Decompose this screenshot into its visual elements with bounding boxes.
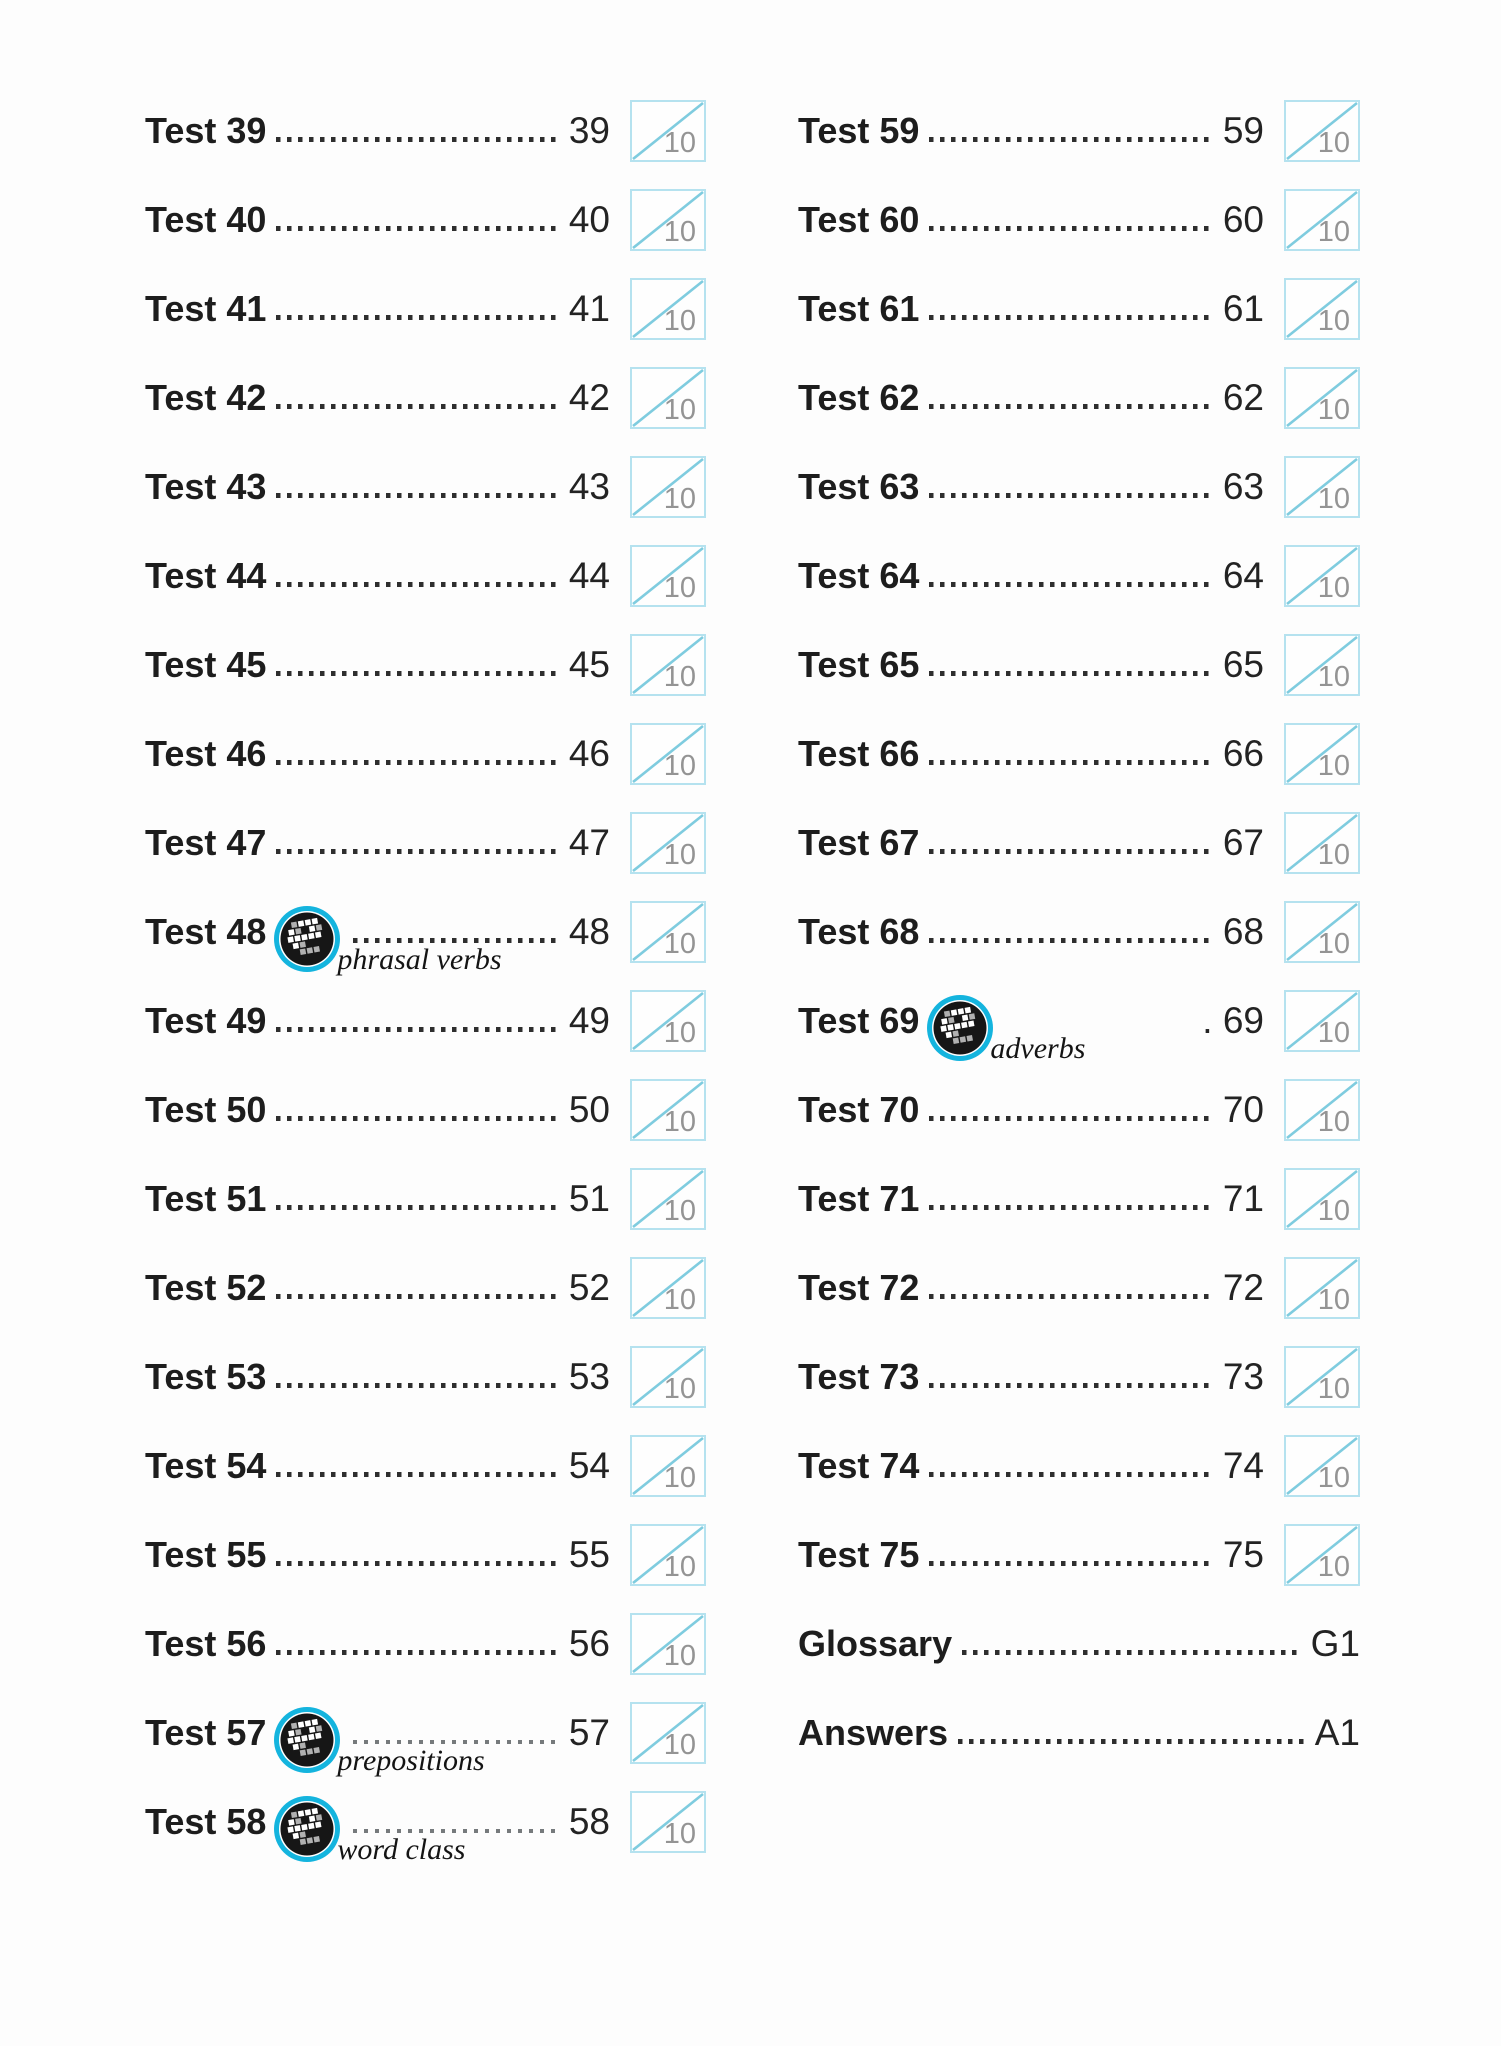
toc-row [798, 175, 1360, 264]
toc-row [145, 264, 706, 353]
score-denominator: 10 [663, 304, 696, 337]
page-number: 53 [568, 1355, 610, 1397]
test-label: Test 53 [145, 1355, 267, 1397]
crossword-circle-icon [273, 905, 502, 976]
page-number: 61 [1222, 287, 1264, 329]
dotted-leader [929, 1472, 1214, 1477]
dotted-leader [276, 1472, 560, 1477]
dotted-leader [276, 1294, 560, 1299]
score-box [630, 1079, 706, 1141]
score-denominator: 10 [1317, 1016, 1350, 1049]
crossword-circle-icon [926, 994, 1086, 1065]
test-label: Test 74 [798, 1444, 920, 1486]
test-label: Test 52 [145, 1266, 267, 1308]
page-number: 70 [1222, 1088, 1264, 1130]
score-box [1284, 901, 1360, 963]
test-label: Test 45 [145, 643, 267, 685]
score-box [630, 1168, 706, 1230]
topic-label: adverbs [990, 1031, 1086, 1065]
toc-row [145, 175, 706, 264]
page-number: 66 [1222, 732, 1264, 774]
test-label: Test 59 [798, 109, 920, 151]
dotted-leader [929, 1294, 1214, 1299]
score-denominator: 10 [1317, 660, 1350, 693]
score-denominator: 10 [1317, 1550, 1350, 1583]
page-number: 56 [568, 1622, 610, 1664]
test-label: Glossary [798, 1622, 953, 1664]
score-denominator: 10 [663, 1194, 696, 1227]
dotted-leader [929, 1116, 1214, 1121]
score-denominator: 10 [663, 571, 696, 604]
test-label: Test 40 [145, 198, 267, 240]
score-box [630, 1346, 706, 1408]
toc-row [145, 1777, 706, 1866]
test-label: Test 75 [798, 1533, 920, 1575]
test-label: Test 43 [145, 465, 267, 507]
test-label: Test 55 [145, 1533, 267, 1575]
dotted-leader [276, 671, 560, 676]
score-denominator: 10 [1317, 927, 1350, 960]
score-box [630, 278, 706, 340]
page-number: 43 [568, 465, 610, 507]
test-label: Test 57 [145, 1711, 267, 1753]
page-number: 41 [568, 287, 610, 329]
toc-row [798, 620, 1360, 709]
page-number: 60 [1222, 198, 1264, 240]
toc-row [145, 1154, 706, 1243]
toc-row [798, 798, 1360, 887]
toc-row [145, 1065, 706, 1154]
toc-row [145, 1599, 706, 1688]
toc-row [145, 1243, 706, 1332]
score-denominator: 10 [663, 482, 696, 515]
topic-label: word class [337, 1832, 466, 1866]
toc-row [145, 531, 706, 620]
test-label: Test 72 [798, 1266, 920, 1308]
score-box [1284, 990, 1360, 1052]
toc-row [798, 442, 1360, 531]
test-label: Test 44 [145, 554, 267, 596]
test-label: Test 47 [145, 821, 267, 863]
test-label: Test 56 [145, 1622, 267, 1664]
dotted-leader [929, 493, 1214, 498]
toc-row [798, 264, 1360, 353]
page-number: G1 [1310, 1622, 1360, 1664]
score-box [1284, 723, 1360, 785]
test-label: Test 70 [798, 1088, 920, 1130]
score-denominator: 10 [1317, 1461, 1350, 1494]
test-label: Test 67 [798, 821, 920, 863]
dotted-leader [929, 1205, 1214, 1210]
dotted-leader [929, 938, 1214, 943]
score-denominator: 10 [1317, 393, 1350, 426]
dotted-leader [276, 1650, 560, 1655]
dotted-leader [276, 315, 560, 320]
score-denominator: 10 [1317, 126, 1350, 159]
score-box [630, 990, 706, 1052]
page-number: 55 [568, 1533, 610, 1575]
score-box [630, 1257, 706, 1319]
score-denominator: 10 [663, 927, 696, 960]
toc-row [145, 1510, 706, 1599]
dotted-leader [276, 849, 560, 854]
score-box [630, 367, 706, 429]
page-number: 40 [568, 198, 610, 240]
score-box [1284, 100, 1360, 162]
score-denominator: 10 [663, 393, 696, 426]
dotted-leader [929, 1383, 1214, 1388]
score-denominator: 10 [663, 1016, 696, 1049]
score-box [630, 1702, 706, 1764]
page-number: 54 [568, 1444, 610, 1486]
score-denominator: 10 [663, 1461, 696, 1494]
dotted-leader [929, 404, 1214, 409]
page-number: 62 [1222, 376, 1264, 418]
test-label: Test 69 [798, 999, 920, 1041]
toc-row [798, 1599, 1360, 1688]
dotted-leader [962, 1650, 1303, 1655]
dotted-leader [929, 849, 1214, 854]
crossword-circle-icon [273, 1706, 485, 1777]
score-denominator: 10 [1317, 482, 1350, 515]
toc-row [145, 620, 706, 709]
page-number: 63 [1222, 465, 1264, 507]
score-box [1284, 634, 1360, 696]
score-box [630, 100, 706, 162]
score-box [630, 545, 706, 607]
score-box [1284, 545, 1360, 607]
toc-column-right [798, 86, 1360, 1777]
toc-row [145, 976, 706, 1065]
page-number: . 69 [1202, 999, 1264, 1041]
toc-row [145, 1688, 706, 1777]
page-number: 64 [1222, 554, 1264, 596]
toc-row [798, 531, 1360, 620]
toc-row [145, 887, 706, 976]
score-denominator: 10 [663, 1639, 696, 1672]
page-number: 67 [1222, 821, 1264, 863]
score-box [630, 189, 706, 251]
dotted-leader [276, 1116, 560, 1121]
score-denominator: 10 [663, 1817, 696, 1850]
dotted-leader [276, 226, 560, 231]
test-label: Test 54 [145, 1444, 267, 1486]
page-number: 57 [568, 1711, 610, 1753]
test-label: Test 63 [798, 465, 920, 507]
page-number: 39 [568, 109, 610, 151]
page-number: 47 [568, 821, 610, 863]
score-denominator: 10 [1317, 1194, 1350, 1227]
score-denominator: 10 [1317, 304, 1350, 337]
test-label: Test 66 [798, 732, 920, 774]
page-number: 58 [568, 1800, 610, 1842]
score-denominator: 10 [663, 1105, 696, 1138]
page-number: 50 [568, 1088, 610, 1130]
page-number: A1 [1314, 1711, 1360, 1753]
test-label: Test 42 [145, 376, 267, 418]
dotted-leader [929, 315, 1214, 320]
dotted-leader [276, 404, 560, 409]
test-label: Test 48 [145, 910, 267, 952]
toc-row [145, 353, 706, 442]
page-number: 59 [1222, 109, 1264, 151]
score-denominator: 10 [1317, 749, 1350, 782]
toc-row [145, 1332, 706, 1421]
test-label: Test 62 [798, 376, 920, 418]
score-box [1284, 278, 1360, 340]
toc-row [145, 1421, 706, 1510]
score-box [1284, 367, 1360, 429]
score-box [1284, 1168, 1360, 1230]
dotted-leader [929, 226, 1214, 231]
dotted-leader [929, 760, 1214, 765]
dotted-leader [276, 493, 560, 498]
score-denominator: 10 [663, 215, 696, 248]
toc-column-left [145, 86, 706, 1866]
page-number: 74 [1222, 1444, 1264, 1486]
score-denominator: 10 [1317, 1283, 1350, 1316]
toc-row [145, 86, 706, 175]
score-denominator: 10 [663, 1283, 696, 1316]
dotted-leader [929, 582, 1214, 587]
score-box [630, 1435, 706, 1497]
toc-row [145, 442, 706, 531]
score-denominator: 10 [663, 838, 696, 871]
dotted-leader [929, 671, 1214, 676]
dotted-leader [929, 1561, 1214, 1566]
toc-row [798, 353, 1360, 442]
score-box [1284, 812, 1360, 874]
score-box [1284, 1079, 1360, 1141]
score-denominator: 10 [663, 660, 696, 693]
score-box [1284, 1435, 1360, 1497]
score-box [630, 1524, 706, 1586]
toc-row [798, 1332, 1360, 1421]
page-number: 68 [1222, 910, 1264, 952]
test-label: Test 39 [145, 109, 267, 151]
toc-row [798, 1065, 1360, 1154]
crossword-circle-icon [273, 1795, 466, 1866]
page-number: 65 [1222, 643, 1264, 685]
score-denominator: 10 [663, 1550, 696, 1583]
dotted-leader [276, 137, 560, 142]
test-label: Test 49 [145, 999, 267, 1041]
score-denominator: 10 [1317, 215, 1350, 248]
score-box [1284, 456, 1360, 518]
toc-row [798, 1688, 1360, 1777]
score-denominator: 10 [663, 1728, 696, 1761]
page-number: 42 [568, 376, 610, 418]
toc-row [798, 976, 1360, 1065]
score-box [630, 1791, 706, 1853]
test-label: Test 51 [145, 1177, 267, 1219]
dotted-leader [958, 1739, 1307, 1744]
dotted-leader [276, 1205, 560, 1210]
test-label: Test 50 [145, 1088, 267, 1130]
page-number: 73 [1222, 1355, 1264, 1397]
test-label: Test 65 [798, 643, 920, 685]
toc-row [798, 1243, 1360, 1332]
dotted-leader [276, 760, 560, 765]
score-denominator: 10 [1317, 571, 1350, 604]
dotted-leader [276, 1027, 560, 1032]
test-label: Test 60 [798, 198, 920, 240]
score-denominator: 10 [663, 749, 696, 782]
dotted-leader [929, 137, 1214, 142]
test-label: Test 64 [798, 554, 920, 596]
score-box [630, 812, 706, 874]
test-label: Test 58 [145, 1800, 267, 1842]
test-label: Test 46 [145, 732, 267, 774]
test-label: Test 41 [145, 287, 267, 329]
score-denominator: 10 [1317, 1372, 1350, 1405]
toc-row [798, 1154, 1360, 1243]
toc-row [798, 887, 1360, 976]
test-label: Test 68 [798, 910, 920, 952]
test-label: Test 61 [798, 287, 920, 329]
score-box [1284, 189, 1360, 251]
score-box [630, 901, 706, 963]
page-number: 52 [568, 1266, 610, 1308]
page-number: 46 [568, 732, 610, 774]
score-denominator: 10 [663, 126, 696, 159]
toc-row [798, 709, 1360, 798]
score-box [1284, 1524, 1360, 1586]
test-label: Test 73 [798, 1355, 920, 1397]
toc-row [798, 1421, 1360, 1510]
page-number: 49 [568, 999, 610, 1041]
dotted-leader [276, 1383, 560, 1388]
page-number: 44 [568, 554, 610, 596]
page-number: 72 [1222, 1266, 1264, 1308]
topic-label: phrasal verbs [337, 942, 502, 976]
score-box [1284, 1257, 1360, 1319]
toc-row [145, 709, 706, 798]
toc-row [798, 1510, 1360, 1599]
page-number: 71 [1222, 1177, 1264, 1219]
dotted-leader [276, 1561, 560, 1566]
dotted-leader [276, 582, 560, 587]
score-box [1284, 1346, 1360, 1408]
page-number: 75 [1222, 1533, 1264, 1575]
score-denominator: 10 [663, 1372, 696, 1405]
score-box [630, 1613, 706, 1675]
test-label: Answers [798, 1711, 949, 1753]
score-box [630, 456, 706, 518]
toc-row [798, 86, 1360, 175]
topic-label: prepositions [337, 1743, 485, 1777]
page-number: 48 [568, 910, 610, 952]
score-box [630, 634, 706, 696]
score-denominator: 10 [1317, 1105, 1350, 1138]
score-denominator: 10 [1317, 838, 1350, 871]
score-box [630, 723, 706, 785]
test-label: Test 71 [798, 1177, 920, 1219]
toc-row [145, 798, 706, 887]
page-number: 45 [568, 643, 610, 685]
page-number: 51 [568, 1177, 610, 1219]
